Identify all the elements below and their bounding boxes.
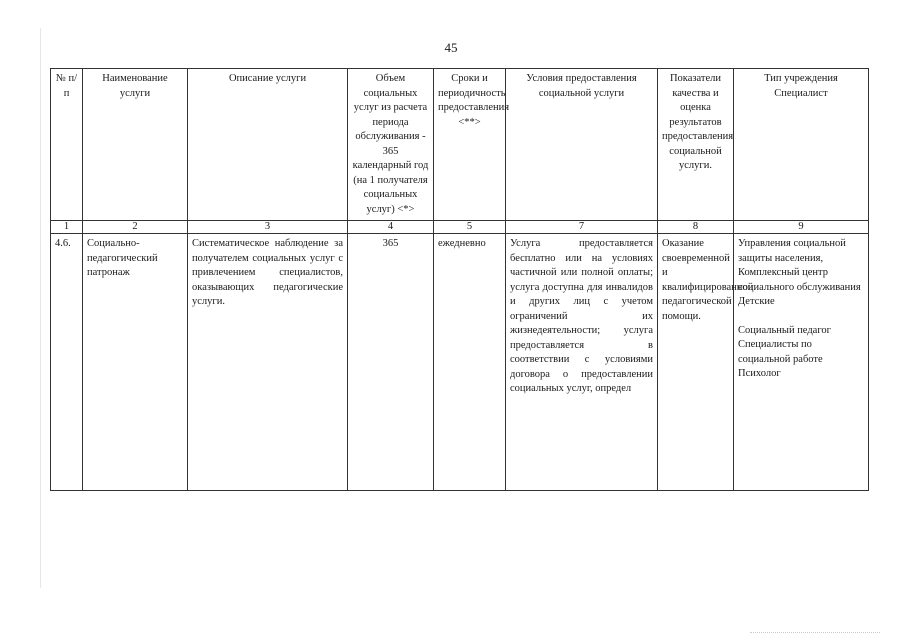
header-cell: № п/п — [51, 69, 83, 221]
scan-artifact-line — [750, 632, 880, 634]
table-row — [51, 234, 869, 491]
header-cell: Описание услуги — [188, 69, 348, 221]
service-description: Систематическое наблюдение за получателем социальных услуг с привлечением специалистов, оказывающих педагогические услуги. — [188, 234, 348, 491]
service-name: Социально-педагогический патронаж — [83, 234, 188, 491]
column-number: 8 — [658, 221, 734, 234]
specialist-line: Психолог — [738, 368, 781, 379]
quality-indicators: Оказание своевременной и квалифицированной педагогической помощи. — [658, 234, 734, 491]
header-cell: Сроки и периодичность предоставления <**> — [434, 69, 506, 221]
page-margin-line — [40, 28, 41, 588]
institution-specialist-cell — [734, 234, 869, 491]
header-cell: Показатели качества и оценка результатов предоставления социальной услуги. — [658, 69, 734, 221]
column-number: 9 — [734, 221, 869, 234]
institution-line: Комплексный центр социального обслуживания — [738, 267, 861, 293]
page-number: 45 — [444, 40, 458, 55]
service-frequency: ежедневно — [434, 234, 506, 491]
cell-spacer — [738, 310, 864, 324]
column-number: 4 — [348, 221, 434, 234]
specialist-line: Социальный педагог — [738, 324, 831, 336]
service-volume: 365 — [348, 234, 434, 491]
specialist-line: Специалисты по социальной работе — [738, 339, 823, 365]
row-number: 4.6. — [51, 234, 83, 491]
institution-line: Управления социальной защиты населения, — [738, 238, 846, 264]
column-number: 7 — [506, 221, 658, 234]
header-cell: Наименование услуги — [83, 69, 188, 221]
header-cell: Тип учреждения Специалист — [734, 69, 869, 221]
table-header-row — [51, 69, 869, 221]
header-cell: Условия предоставления социальной услуги — [506, 69, 658, 221]
header-cell: Объем социальных услуг из расчета периода обслуживания - 365 календарный год (на 1 получателя социальных услуг) <*> — [348, 69, 434, 221]
column-number: 3 — [188, 221, 348, 234]
service-conditions: Услуга предоставляется бесплатно или на условиях частичной или полной оплаты; услуга доступна для инвалидов и других лиц с учетом ограничений их жизнедеятельности; услуга предоставляется в соответствии с условиями договора о предоставлении социальных услуг, определ — [506, 234, 658, 491]
column-number-row — [51, 221, 869, 234]
service-table — [50, 68, 869, 491]
column-number: 2 — [83, 221, 188, 234]
column-number: 5 — [434, 221, 506, 234]
column-number: 1 — [51, 221, 83, 234]
institution-line: Детские — [738, 296, 775, 307]
